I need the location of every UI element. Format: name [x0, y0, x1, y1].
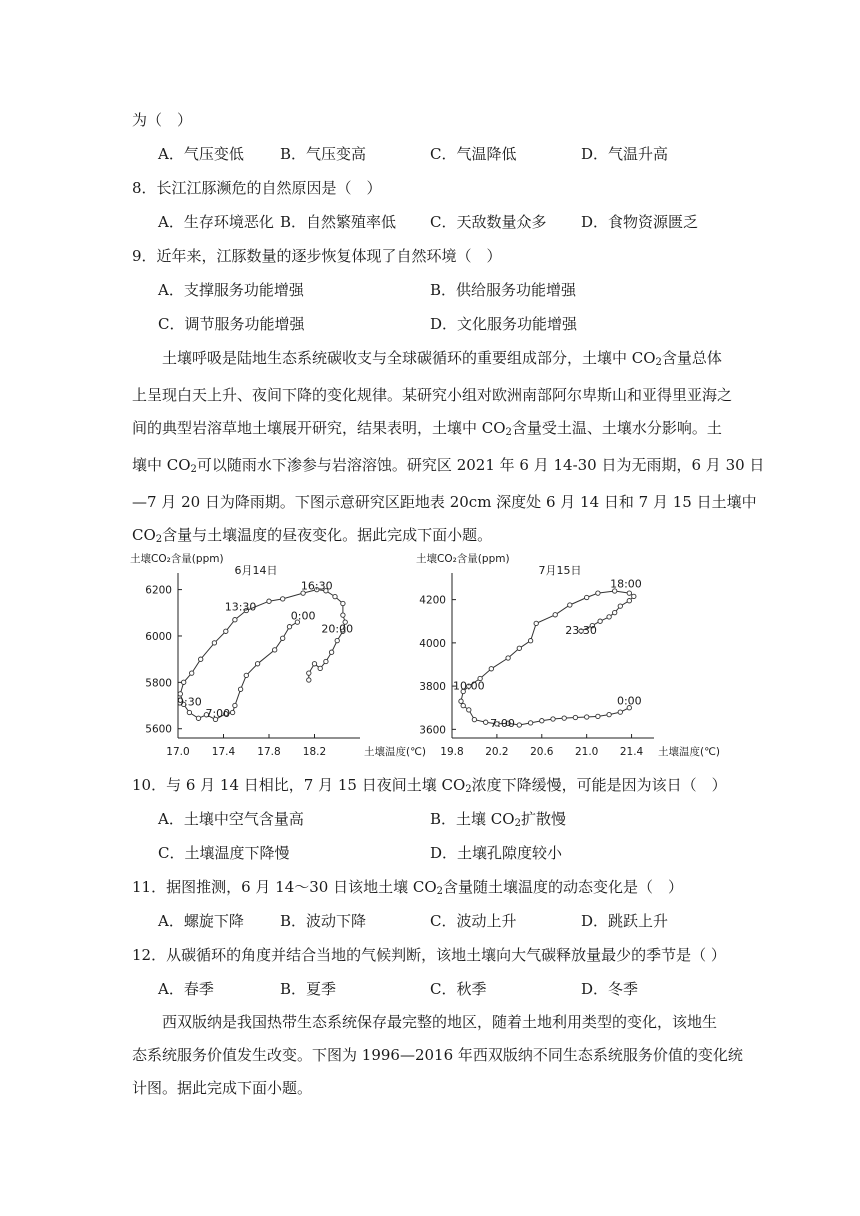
- chart1-time-label: 13:30: [224, 600, 257, 614]
- chart1-time-label: 20:00: [321, 622, 354, 636]
- chart2-title: 7月15日: [538, 564, 582, 577]
- chart1-y-tick-label: 5600: [145, 723, 172, 736]
- chart1-x-tick-label: 17.8: [257, 746, 281, 758]
- chart2-data-point: [618, 604, 622, 608]
- chart2-data-point: [461, 703, 465, 707]
- chart1-data-point: [307, 678, 311, 682]
- chart1-data-point: [190, 671, 194, 675]
- chart1-y-tick-label: 5800: [145, 677, 172, 690]
- chart2-data-point: [484, 720, 488, 724]
- chart1-data-point: [233, 618, 237, 622]
- chart1-x-tick-label: 17.4: [211, 746, 236, 758]
- passage-xishuangbanna: 西双版纳是我国热带生态系统保存最完整的地区，随着土地利用类型的变化，该地生 态系统服务价值发生改变。下图为 1996—2016 年西双版纳不同生态系统服务价值的变化统 计图。据此完成下面小题。: [132, 1013, 743, 1097]
- chart1-series-line: [180, 590, 345, 720]
- q9-option-d[interactable]: D．文化服务功能增强: [430, 315, 578, 333]
- q7-option-a[interactable]: A．气压变低: [158, 145, 244, 163]
- chart2-x-tick-label: 20.2: [485, 746, 509, 758]
- chart1-data-point: [318, 666, 322, 670]
- q9-stem: 9．近年来，江豚数量的逐步恢复体现了自然环境（ ）: [132, 247, 502, 265]
- chart2-data-point: [596, 714, 600, 718]
- chart1-y-tick-label: 6000: [145, 630, 172, 643]
- chart1-data-point: [329, 650, 333, 654]
- chart1-x-tick-label: 18.2: [302, 746, 327, 758]
- chart1-title: 6月14日: [234, 564, 278, 577]
- chart2-time-label: 23:30: [565, 624, 597, 638]
- chart2-data-point: [598, 619, 602, 623]
- co2-temperature-charts: [0, 548, 860, 768]
- chart1-data-point: [281, 636, 285, 640]
- chart2-time-label: 18:00: [610, 577, 642, 591]
- chart1-time-label: 16:30: [300, 579, 333, 593]
- q10-option-d[interactable]: D．土壤孔隙度较小: [430, 844, 563, 862]
- chart2-x-axis-label: 土壤温度(℃): [658, 746, 720, 758]
- q11-option-d[interactable]: D．跳跃上升: [581, 912, 669, 930]
- chart1-data-point: [341, 601, 345, 605]
- chart1-time-label: 0:00: [290, 609, 316, 623]
- chart1-data-point: [233, 703, 237, 707]
- chart2-data-point: [459, 699, 463, 703]
- chart1-data-point: [341, 613, 345, 617]
- chart2-data-point: [585, 595, 589, 599]
- q11-option-a[interactable]: A．螺旋下降: [158, 912, 244, 930]
- q10-option-b[interactable]: B．土壤 $CO_2$扩散慢: [430, 810, 566, 829]
- chart1-data-point: [333, 594, 337, 598]
- chart2-data-point: [607, 712, 611, 716]
- chart1-data-point: [267, 599, 271, 603]
- chart2-data-point: [528, 639, 532, 643]
- chart2-data-point: [618, 710, 622, 714]
- chart2-data-point: [573, 715, 577, 719]
- q10-stem: 10．与 6 月 14 日相比，7 月 15 日夜间土壤 $CO_2$浓度下降缓慢，可能是因为该日（ ）: [132, 776, 727, 795]
- q10-option-c[interactable]: C．土壤温度下降慢: [158, 844, 290, 862]
- chart1-y-axis-label: 土壤CO₂含量(ppm): [130, 553, 224, 565]
- chart2-y-axis-label: 土壤CO₂含量(ppm): [416, 553, 510, 565]
- chart2-data-point: [607, 615, 611, 619]
- chart2-data-point: [534, 621, 538, 625]
- chart1-data-point: [196, 716, 200, 720]
- q9-option-a[interactable]: A．支撑服务功能增强: [158, 281, 304, 299]
- chart2-data-point: [627, 591, 631, 595]
- q8-option-a[interactable]: A．生存环境恶化: [158, 213, 274, 231]
- chart1-data-point: [212, 641, 216, 645]
- chart2-data-point: [506, 656, 510, 660]
- chart1-x-tick-label: 17.0: [166, 746, 190, 758]
- passage-soil-respiration: 土壤呼吸是陆地生态系统碳收支与全球碳循环的重要组成部分，土壤中 $CO_2$含量总体 上呈现白天上升、夜间下降的变化规律。某研究小组对欧洲南部阿尔卑斯山和亚得里亚海之 间的典型岩溶草地土壤展开研究，结果表明，土壤中 $CO_2$含量受土温、土壤水分影响。土 壤中 $CO_2$可以随雨水下渗参与岩溶溶蚀。研究区 2021 年 6 月 14-30 日为无雨期，6 月 30 日 —7 月 20 日为降雨期。下图示意研究区距地表 20cm 深度处 6 月 14 日和 7 月 15 日土壤中 $CO_2$含量与土壤温度的昼夜变化。据此完成下面小题。: [132, 349, 765, 545]
- chart1-data-point: [281, 597, 285, 601]
- chart2-time-label: 7:00: [490, 717, 515, 731]
- chart1-data-point: [224, 629, 228, 633]
- chart2-y-tick-label: 4200: [419, 594, 446, 607]
- chart2-y-tick-label: 4000: [419, 637, 446, 650]
- q11-stem: 11．据图推测，6 月 14～30 日该地土壤 $CO_2$含量随土壤温度的动态变化是（ ）: [132, 878, 684, 897]
- q8-option-b[interactable]: B．自然繁殖率低: [280, 213, 397, 231]
- chart1-data-point: [255, 662, 259, 666]
- chart2-x-tick-label: 20.6: [530, 746, 554, 758]
- chart2-data-point: [517, 646, 521, 650]
- chart2-time-label: 0:00: [616, 694, 642, 708]
- q7-option-d[interactable]: D．气温升高: [581, 145, 669, 163]
- chart2-data-point: [472, 717, 476, 721]
- q8-stem: 8．长江江豚濒危的自然原因是（ ）: [132, 179, 382, 197]
- chart2-data-point: [553, 613, 557, 617]
- chart1-data-point: [244, 673, 248, 677]
- chart2-data-point: [517, 723, 521, 727]
- chart2-data-point: [596, 591, 600, 595]
- chart2-x-tick-label: 19.8: [440, 746, 464, 758]
- q10-option-a[interactable]: A．土壤中空气含量高: [158, 810, 304, 828]
- chart2-data-point: [562, 716, 566, 720]
- chart2-x-tick-label: 21.4: [619, 746, 644, 758]
- chart2-data-point: [540, 719, 544, 723]
- q12-option-d[interactable]: D．冬季: [581, 980, 639, 998]
- chart2-data-point: [568, 603, 572, 607]
- chart2-y-tick-label: 3800: [419, 681, 446, 694]
- q7-option-b[interactable]: B．气压变高: [280, 145, 367, 163]
- q9-option-b[interactable]: B．供给服务功能增强: [430, 281, 577, 299]
- chart1-x-axis-label: 土壤温度(℃): [364, 746, 426, 758]
- q7-stem-tail: 为（ ）: [132, 111, 193, 129]
- chart1-data-point: [312, 662, 316, 666]
- chart1-data-point: [199, 657, 203, 661]
- chart2-data-point: [551, 717, 555, 721]
- q8-option-c[interactable]: C．天敌数量众多: [430, 213, 547, 231]
- chart2-data-point: [585, 715, 589, 719]
- chart1-y-tick-label: 6200: [145, 584, 172, 597]
- chart1-time-label: 7:00: [205, 707, 231, 721]
- chart1-data-point: [238, 687, 242, 691]
- q12-stem: 12．从碳循环的角度并结合当地的气候判断，该地土壤向大气碳释放量最少的季节是（ ）: [132, 946, 726, 964]
- chart2-y-tick-label: 3600: [419, 724, 446, 737]
- chart2-data-point: [467, 708, 471, 712]
- q12-option-b[interactable]: B．夏季: [280, 980, 337, 998]
- chart2-data-point: [632, 594, 636, 598]
- chart2-data-point: [613, 610, 617, 614]
- chart2-series-line: [461, 591, 634, 725]
- q9-option-c[interactable]: C．调节服务功能增强: [158, 315, 305, 333]
- chart1-data-point: [287, 625, 291, 629]
- chart1-data-point: [187, 710, 191, 714]
- chart1-data-point: [335, 638, 339, 642]
- chart2-data-point: [489, 667, 493, 671]
- q12-option-c[interactable]: C．秋季: [430, 980, 487, 998]
- q7-option-c[interactable]: C．气温降低: [430, 145, 517, 163]
- chart1-data-point: [324, 659, 328, 663]
- chart1-data-point: [230, 710, 234, 714]
- chart1-time-label: 9:30: [177, 695, 202, 709]
- chart2-x-tick-label: 21.0: [574, 746, 599, 758]
- chart2-data-point: [528, 721, 532, 725]
- chart1-data-point: [273, 648, 277, 652]
- q8-option-d[interactable]: D．食物资源匮乏: [581, 213, 699, 231]
- q11-option-c[interactable]: C．波动上升: [430, 912, 517, 930]
- chart1-data-point: [182, 680, 186, 684]
- q12-option-a[interactable]: A．春季: [158, 980, 214, 998]
- q11-option-b[interactable]: B．波动下降: [280, 912, 367, 930]
- chart1-data-point: [307, 671, 311, 675]
- chart2-time-label: 10:00: [452, 679, 485, 693]
- chart2-data-point: [627, 599, 631, 603]
